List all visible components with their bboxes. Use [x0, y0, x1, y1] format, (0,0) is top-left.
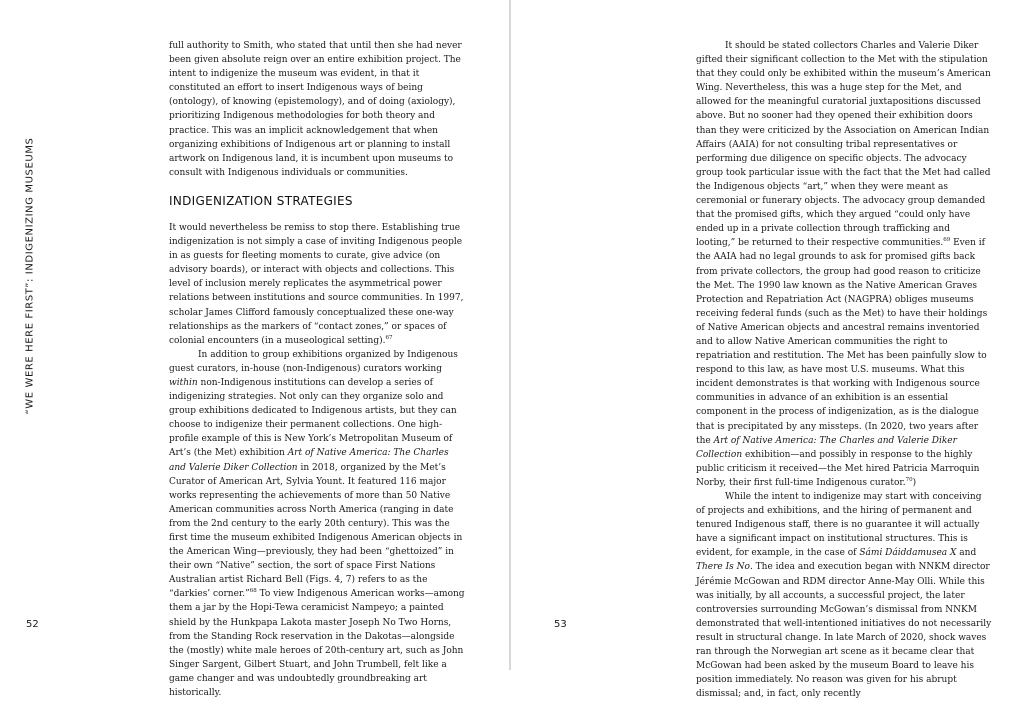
paragraph: [169, 221, 465, 348]
paragraph: [169, 39, 465, 180]
footnote-ref: 70: [905, 476, 913, 483]
paragraph-text: . The idea and execution began with NNKM director Jérémie McGowan and RDM director Anne-May Olli. While this was initially, by all accounts, a successful project, the later controversies surrounding McGowan’s dismissal from NNKM demonstrated that well-intentioned initiatives do not necessarily result in structural change. In late March of 2020, shock waves ran through the Norwegian art scene as it became clear that McGowan had been asked by the museum Board to leave his position immediately. No reason was given for his abrupt dismissal; and, in fact, only recently: [696, 562, 992, 700]
paragraph-text: exhibition—and possibly in response to the highly public criticism it received—the Met hired Patricia Marroquin Norby, their first full-time Indigenous curator.: [696, 449, 980, 488]
paragraph-text: full authority to Smith, who stated that until then she had never been given absolute reign over an entire exhibition project. The intent to indigenize the museum was evident, in that it constituted an effort to insert Indigenous ways of being (ontology), of knowing (epistemology), and of doing (axiology), prioritizing Indigenous methodologies for both theory and practice. This was an implicit acknowledgement that when organizing exhibitions of Indigenous art or planning to install artwork on Indigenous land, it is incumbent upon museums to consult with Indigenous individuals or communities.: [169, 41, 462, 178]
paragraph-text: It should be stated collectors Charles and Valerie Diker gifted their significant collection to the Met with the stipulation that they could only be exhibited within the museum’s American Wing. Nevertheless, this was a huge step for the Met, and allowed for the meaningful curatorial juxtapositions discussed above. But no sooner had they opened their exhibition doors than they were criticized by the Association on American Indian Affairs (AAIA) for not consulting tribal representatives or performing due diligence on specific objects. The advocacy group took particular issue with the fact that the Met had called the Indigenous objects “art,” when they were meant as ceremonial or funerary objects. The advocacy group demanded that the promised gifts, which they argued “could only have ended up in a private collection through trafficking and looting,” be returned to their respective communities.: [696, 41, 991, 249]
footnote-ref: 67: [385, 334, 393, 341]
footnote-ref: 69: [943, 237, 951, 244]
paragraph-text: non-Indigenous institutions can develop a series of indigenizing strategies. Not only can they organize solo and group exhibitions dedicated to Indigenous artists, but they can choose to indigenize their permanent collections. One high-profile example of this is New York’s Metropolitan Museum of Art’s (the Met) exhibition: [169, 377, 457, 459]
footnote-ref: 68: [249, 588, 257, 595]
section-heading: INDIGENIZATION STRATEGIES: [169, 193, 353, 208]
paragraph-text: It would nevertheless be remiss to stop there. Establishing true indigenization is not simply a case of inviting Indigenous people in as guests for fleeting moments to curate, give advice (on advisory boards), or interact with objects and collections. This level of inclusion merely replicates the asymmetrical power relations between institutions and source communities. In 1997, scholar James Clifford famously conceptualized these one-way relationships as the markers of “contact zones,” or spaces of colonial encounters (in a museological setting).: [169, 222, 464, 346]
paragraph-text: In addition to group exhibitions organized by Indigenous guest curators, in-house (non-Indigenous) curators working: [169, 349, 458, 374]
right-page: [511, 0, 1020, 700]
paragraph-text: ): [912, 477, 917, 488]
exhibition-title: Art of Native America: The Charles and Valerie Diker Collection: [696, 435, 957, 460]
paragraph-text: and: [956, 548, 977, 559]
left-text-block: [169, 39, 465, 700]
exhibition-title: There Is No: [696, 562, 750, 573]
paragraph: [696, 490, 992, 701]
paragraph: [696, 39, 992, 490]
page-number: 53: [554, 619, 567, 630]
exhibition-title: Sámi Dáiddamusea X: [859, 548, 957, 559]
exhibition-title: Art of Native America: The Charles and Valerie Diker Collection: [169, 448, 449, 473]
paragraph-text: To view Indigenous American works—among them a jar by the Hopi-Tewa ceramicist Nampeyo; a painted shield by the Hunkpapa Lakota master Joseph No Two Horns, from the Standing Rock reservation in the Dakotas—alongside the (mostly) white male heroes of 20th-century art, such as John Singer Sargent, Gilbert Stuart, and John Trumbell, felt like a game changer and was undoubtedly groundbreaking art historically.: [169, 589, 465, 699]
page-number: 52: [26, 619, 39, 630]
paragraph: [169, 348, 465, 700]
left-page: [0, 0, 509, 699]
running-head: “WE WERE HERE FIRST”: INDIGENIZING MUSEUMS: [24, 137, 36, 415]
paragraph-text: Even if the AAIA had no legal grounds to ask for promised gifts back from private collectors, the group had good reason to criticize the Met. The 1990 law known as the Native American Graves Protection and Repatriation Act (NAGPRA) obliges museums receiving federal funds (such as the Met) to have their holdings of Native American objects and ancestral remains inventoried and to allow Native American communities the right to repatriation and restitution. The Met has been painfully slow to respond to this law, as have most U.S. museums. What this incident demonstrates is that working with Indigenous source communities in advance of an exhibition is an essential component in the process of indigenization, as is the dialogue that is precipitated by any missteps. (In 2020, two years after the: [696, 238, 988, 446]
right-text-block: [696, 39, 992, 701]
paragraph-text: While the intent to indigenize may start with conceiving of projects and exhibitions, and the hiring of permanent and tenured Indigenous staff, there is no guarantee it will actually have a significant impact on institutional structures. This is evident, for example, in the case of: [696, 492, 982, 559]
paragraph-text: in 2018, organized by the Met’s Curator of American Art, Sylvia Yount. It featured 116 major works representing the achievements of more than 50 Native American communities across North America (ranging in date from the 2nd century to the early 20th century). This was the first time the museum exhibited Indigenous American objects in the American Wing—previously, they had been “ghettoized” in their own “Native” section, the sort of space First Nations Australian artist Richard Bell (Figs. 4, 7) refers to as the “darkies’ corner.”: [169, 462, 463, 600]
emphasis-text: within: [169, 377, 198, 388]
